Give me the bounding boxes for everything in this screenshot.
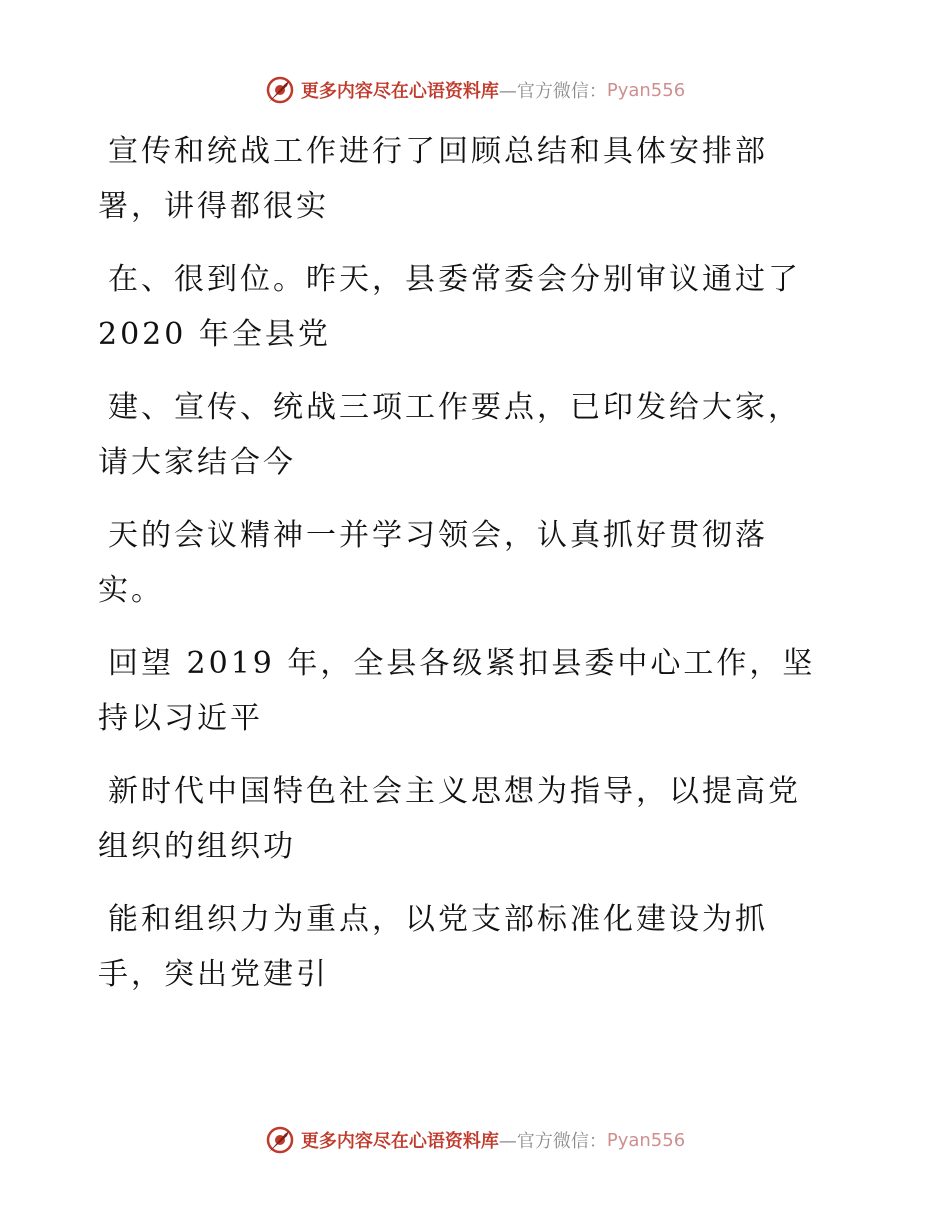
footer-watermark (0, 1120, 950, 1160)
document-body (98, 124, 838, 1020)
banner-separator-text: —官方微信： (498, 81, 607, 102)
text-line: 宣传和统战工作进行了回顾总结和具体安排部 (108, 134, 768, 169)
banner-brand-text: 更多内容尽在心语资料库 (300, 1131, 499, 1152)
text-line: 能和组织力为重点，以党支部标准化建设为抓 (108, 902, 768, 937)
text-line: 天的会议精神一并学习领会，认真抓好贯彻落 (108, 518, 768, 553)
quill-seal-icon (265, 75, 295, 105)
text-line: 持以习近平 (98, 701, 263, 736)
text-line: 在、很到位。昨天，县委常委会分别审议通过了 (108, 262, 801, 297)
text-line: 新时代中国特色社会主义思想为指导，以提高党 (108, 774, 801, 809)
paragraph (98, 252, 838, 362)
text-line: 组织的组织功 (98, 829, 296, 864)
text-line: 署，讲得都很实 (98, 189, 329, 224)
paragraph (98, 380, 838, 490)
text-line: 手，突出党建引 (98, 957, 329, 992)
text-line: 回望 2019 年，全县各级紧扣县委中心工作，坚 (108, 646, 816, 681)
paragraph (98, 892, 838, 1002)
header-watermark (0, 70, 950, 110)
banner-wechat-id: Pyan556 (606, 1129, 686, 1151)
banner-separator-text: —官方微信： (498, 1131, 607, 1152)
quill-seal-icon (265, 1125, 295, 1155)
paragraph (98, 764, 838, 874)
text-line: 请大家结合今 (98, 445, 296, 480)
paragraph (98, 636, 838, 746)
banner-wechat-id: Pyan556 (606, 79, 686, 101)
text-line: 实。 (98, 573, 164, 608)
paragraph (98, 124, 838, 234)
banner-brand-text: 更多内容尽在心语资料库 (300, 81, 499, 102)
text-line: 建、宣传、统战三项工作要点，已印发给大家， (108, 390, 801, 425)
text-line: 2020 年全县党 (98, 317, 331, 352)
paragraph (98, 508, 838, 618)
